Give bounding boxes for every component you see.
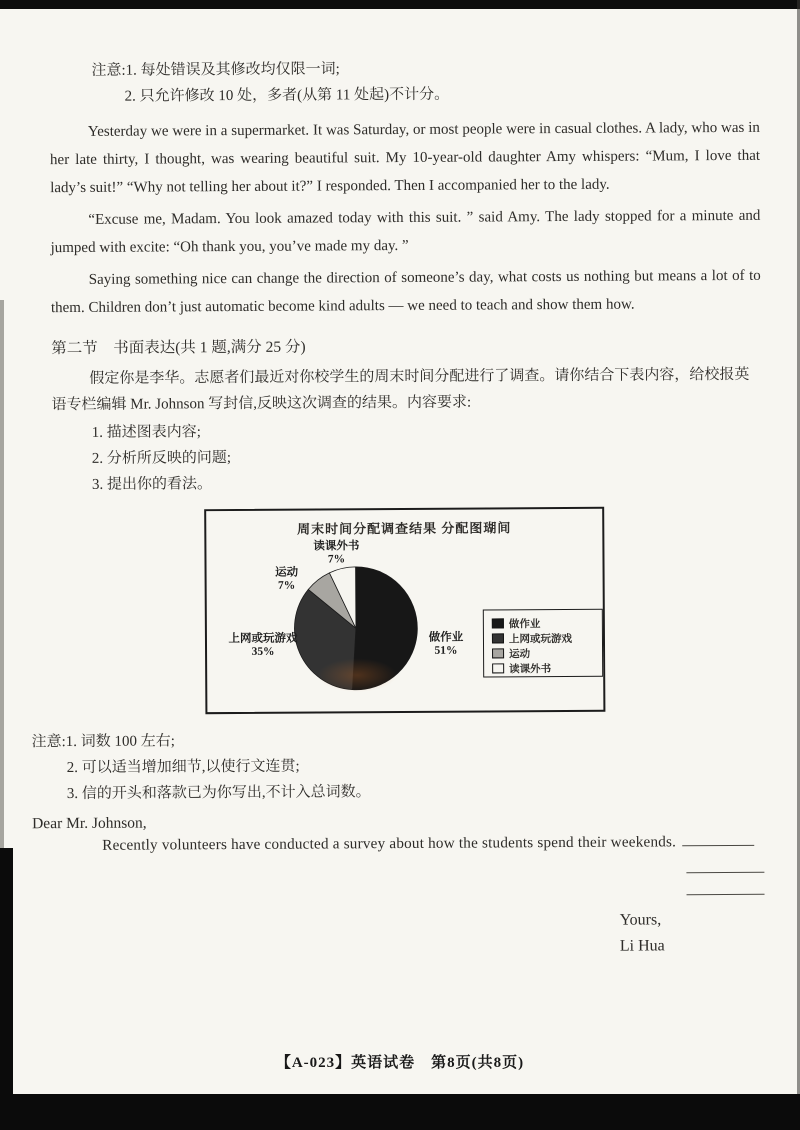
requirements-list [92,416,762,498]
page-footer: 【A-023】英语试卷 第8页(共8页) [275,1055,525,1071]
passage-paragraph-2: “Excuse me, Madam. You look amazed today with this suit. ” said Amy. The lady stopped for a minute and jumped with excite: “Oh thank you, you’ve made my day. ” [50,207,761,257]
notice-line-1: 注意:1. 每处错误及其修改均仅限一词; [91,61,340,79]
legend-swatch-homework [492,618,504,628]
pie-label-homework: 做作业 51% [428,631,464,657]
pie-label-reading: 读课外书 7% [313,540,360,566]
answer-blank-line-1 [682,834,754,846]
section-2-intro: 假定你是李华。志愿者们最近对你校学生的周末时间分配进行了调查。请你结合下表内容，给校报英语专栏编辑 Mr. Johnson 写封信,反映这次调查的结果。内容要求: [51,366,750,414]
scan-artifact-bottom [0,1094,800,1130]
legend-swatch-sport [492,648,504,658]
section-2-heading: 第二节 书面表达(共 1 题,满分 25 分) [51,338,306,358]
notice-line-2: 2. 只允许修改 10 处，多者(从第 11 处起)不计分。 [124,86,450,105]
error-correction-passage [50,114,761,322]
pie-label-internet: 上网或玩游戏 35% [228,632,298,658]
chart-legend [483,609,603,678]
writing-notice-2: 2. 可以适当增加细节,以使行文连贯; [66,758,300,777]
notice-error-correction [91,54,759,110]
notice-writing [32,725,764,807]
pie-chart-figure [204,507,605,714]
legend-row-homework: 做作业 [492,616,596,631]
answer-blank-line-2 [686,872,764,873]
letter-closing-block [620,907,765,960]
legend-swatch-reading [492,663,504,673]
letter-signature: Li Hua [619,937,665,955]
legend-swatch-internet [492,633,504,643]
passage-paragraph-1: Yesterday we were in a supermarket. It was Saturday, or most people were in casual clothes. A lady, who was in her late thirty, I thought, was wearing beautiful suit. My 10-year-old daughter Amy whispers: “Mum, I love that lady’s suit!” “Why not telling her about it?” I responded. Then I accompanied her to the lady. [49,119,761,197]
passage-paragraph-3: Saying something nice can change the direction of someone’s day, what costs us nothing but means a lot of to them. Children don’t just automatic become kind adults — we need to teach and show them how. [50,267,761,317]
pie-label-sport: 运动 7% [275,566,299,592]
legend-row-internet: 上网或玩游戏 [492,631,596,646]
requirement-2: 2. 分析所反映的问题; [91,450,232,467]
chart-title: 周末时间分配调查结果 分配图瑚间 [297,520,512,537]
requirement-1: 1. 描述图表内容; [91,424,201,441]
writing-notice-3: 3. 信的开头和落款已为你写出,不计入总词数。 [66,784,371,803]
legend-row-sport: 运动 [492,646,596,661]
requirement-3: 3. 提出你的看法。 [91,476,213,493]
letter-opening-text: Recently volunteers have conducted a survey about how the students spend their weekends. [102,833,677,854]
writing-notice-1: 注意:1. 词数 100 左右; [31,733,175,751]
letter-salutation: Dear Mr. Johnson, [32,814,147,833]
letter-closing: Yours, [619,911,662,929]
legend-row-reading: 读课外书 [492,661,596,676]
letter-opening [32,833,764,855]
answer-blank-line-3 [687,894,765,895]
